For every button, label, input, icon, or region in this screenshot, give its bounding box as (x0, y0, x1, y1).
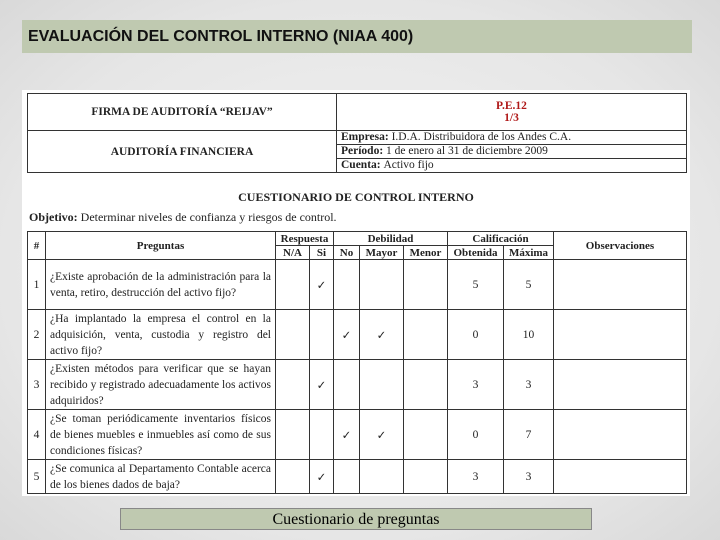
row-no-check (334, 360, 360, 410)
row-na (276, 310, 310, 360)
empresa-value: I.D.A. Distribuidora de los Andes C.A. (391, 131, 572, 143)
row-maxima: 5 (504, 260, 554, 310)
row-na (276, 360, 310, 410)
header-calificacion: Calificación (448, 232, 554, 246)
header-debilidad: Debilidad (334, 232, 448, 246)
objective-label: Objetivo: (29, 210, 78, 224)
document-page: 1/3 (504, 112, 519, 124)
header-num: # (28, 232, 46, 260)
row-observaciones (554, 460, 687, 494)
row-maxima: 10 (504, 310, 554, 360)
audit-document (22, 90, 690, 496)
document-header (27, 93, 687, 173)
row-na (276, 410, 310, 460)
header-obtenida: Obtenida (448, 246, 504, 260)
header-na: N/A (276, 246, 310, 260)
header-si: Si (310, 246, 334, 260)
header-respuesta: Respuesta (276, 232, 334, 246)
row-num: 4 (28, 410, 46, 460)
periodo-value: 1 de enero al 31 de diciembre 2009 (386, 145, 548, 157)
row-obtenida: 5 (448, 260, 504, 310)
questionnaire-table (27, 231, 687, 494)
table-row (28, 360, 687, 410)
table-row (28, 410, 687, 460)
row-num: 2 (28, 310, 46, 360)
row-si-check (310, 410, 334, 460)
row-si-check: ✓ (310, 360, 334, 410)
empresa-field (337, 131, 687, 145)
periodo-field (337, 145, 687, 159)
row-num: 5 (28, 460, 46, 494)
document-code-cell (337, 94, 687, 131)
row-num: 3 (28, 360, 46, 410)
questionnaire-title: CUESTIONARIO DE CONTROL INTERNO (238, 190, 474, 204)
audit-type: AUDITORÍA FINANCIERA (28, 131, 337, 173)
row-maxima: 3 (504, 360, 554, 410)
row-maxima: 7 (504, 410, 554, 460)
document-code: P.E.12 (496, 100, 527, 112)
row-question: ¿Ha implantado la empresa el control en la adquisición, venta, custodia y registro del activo fijo? (46, 310, 276, 360)
row-mayor-check: ✓ (360, 410, 404, 460)
slide-title: EVALUACIÓN DEL CONTROL INTERNO (NIAA 400) (28, 28, 414, 45)
row-mayor-check: ✓ (360, 310, 404, 360)
row-menor (404, 360, 448, 410)
header-no: No (334, 246, 360, 260)
header-mayor: Mayor (360, 246, 404, 260)
periodo-label: Período: (341, 145, 384, 157)
table-row (28, 460, 687, 494)
row-na (276, 260, 310, 310)
cuenta-field (337, 159, 687, 173)
row-menor (404, 410, 448, 460)
row-observaciones (554, 410, 687, 460)
row-obtenida: 3 (448, 460, 504, 494)
row-question: ¿Se toman periódicamente inventarios físicos de bienes muebles e inmuebles así como de sus condiciones físicas? (46, 410, 276, 460)
row-num: 1 (28, 260, 46, 310)
header-observaciones: Observaciones (554, 232, 687, 260)
row-obtenida: 0 (448, 410, 504, 460)
row-no-check: ✓ (334, 310, 360, 360)
row-question: ¿Existe aprobación de la administración para la venta, retiro, destrucción del activo fijo? (46, 260, 276, 310)
row-si-check (310, 310, 334, 360)
table-row (28, 310, 687, 360)
empresa-label: Empresa: (341, 131, 389, 143)
objective-text: Determinar niveles de confianza y riesgos de control. (80, 210, 337, 224)
row-no-check: ✓ (334, 410, 360, 460)
header-maxima: Máxima (504, 246, 554, 260)
row-obtenida: 0 (448, 310, 504, 360)
caption: Cuestionario de preguntas (120, 508, 592, 530)
row-si-check: ✓ (310, 460, 334, 494)
table-row (28, 260, 687, 310)
row-menor (404, 460, 448, 494)
slide-title-bar (22, 20, 692, 53)
row-menor (404, 310, 448, 360)
row-obtenida: 3 (448, 360, 504, 410)
firm-name: FIRMA DE AUDITORÍA “REIJAV” (28, 94, 337, 131)
header-menor: Menor (404, 246, 448, 260)
row-question: ¿Se comunica al Departamento Contable acerca de los bienes dados de baja? (46, 460, 276, 494)
row-no-check (334, 460, 360, 494)
header-preguntas: Preguntas (46, 232, 276, 260)
row-si-check: ✓ (310, 260, 334, 310)
row-menor (404, 260, 448, 310)
row-mayor-check (360, 460, 404, 494)
row-observaciones (554, 260, 687, 310)
cuenta-label: Cuenta: (341, 159, 381, 171)
row-question: ¿Existen métodos para verificar que se hayan recibido y registrado adecuadamente los activos adquiridos? (46, 360, 276, 410)
cuenta-value: Activo fijo (383, 159, 434, 171)
objective (29, 210, 337, 225)
row-na (276, 460, 310, 494)
row-observaciones (554, 360, 687, 410)
row-no-check (334, 260, 360, 310)
row-maxima: 3 (504, 460, 554, 494)
row-mayor-check (360, 360, 404, 410)
row-observaciones (554, 310, 687, 360)
row-mayor-check (360, 260, 404, 310)
